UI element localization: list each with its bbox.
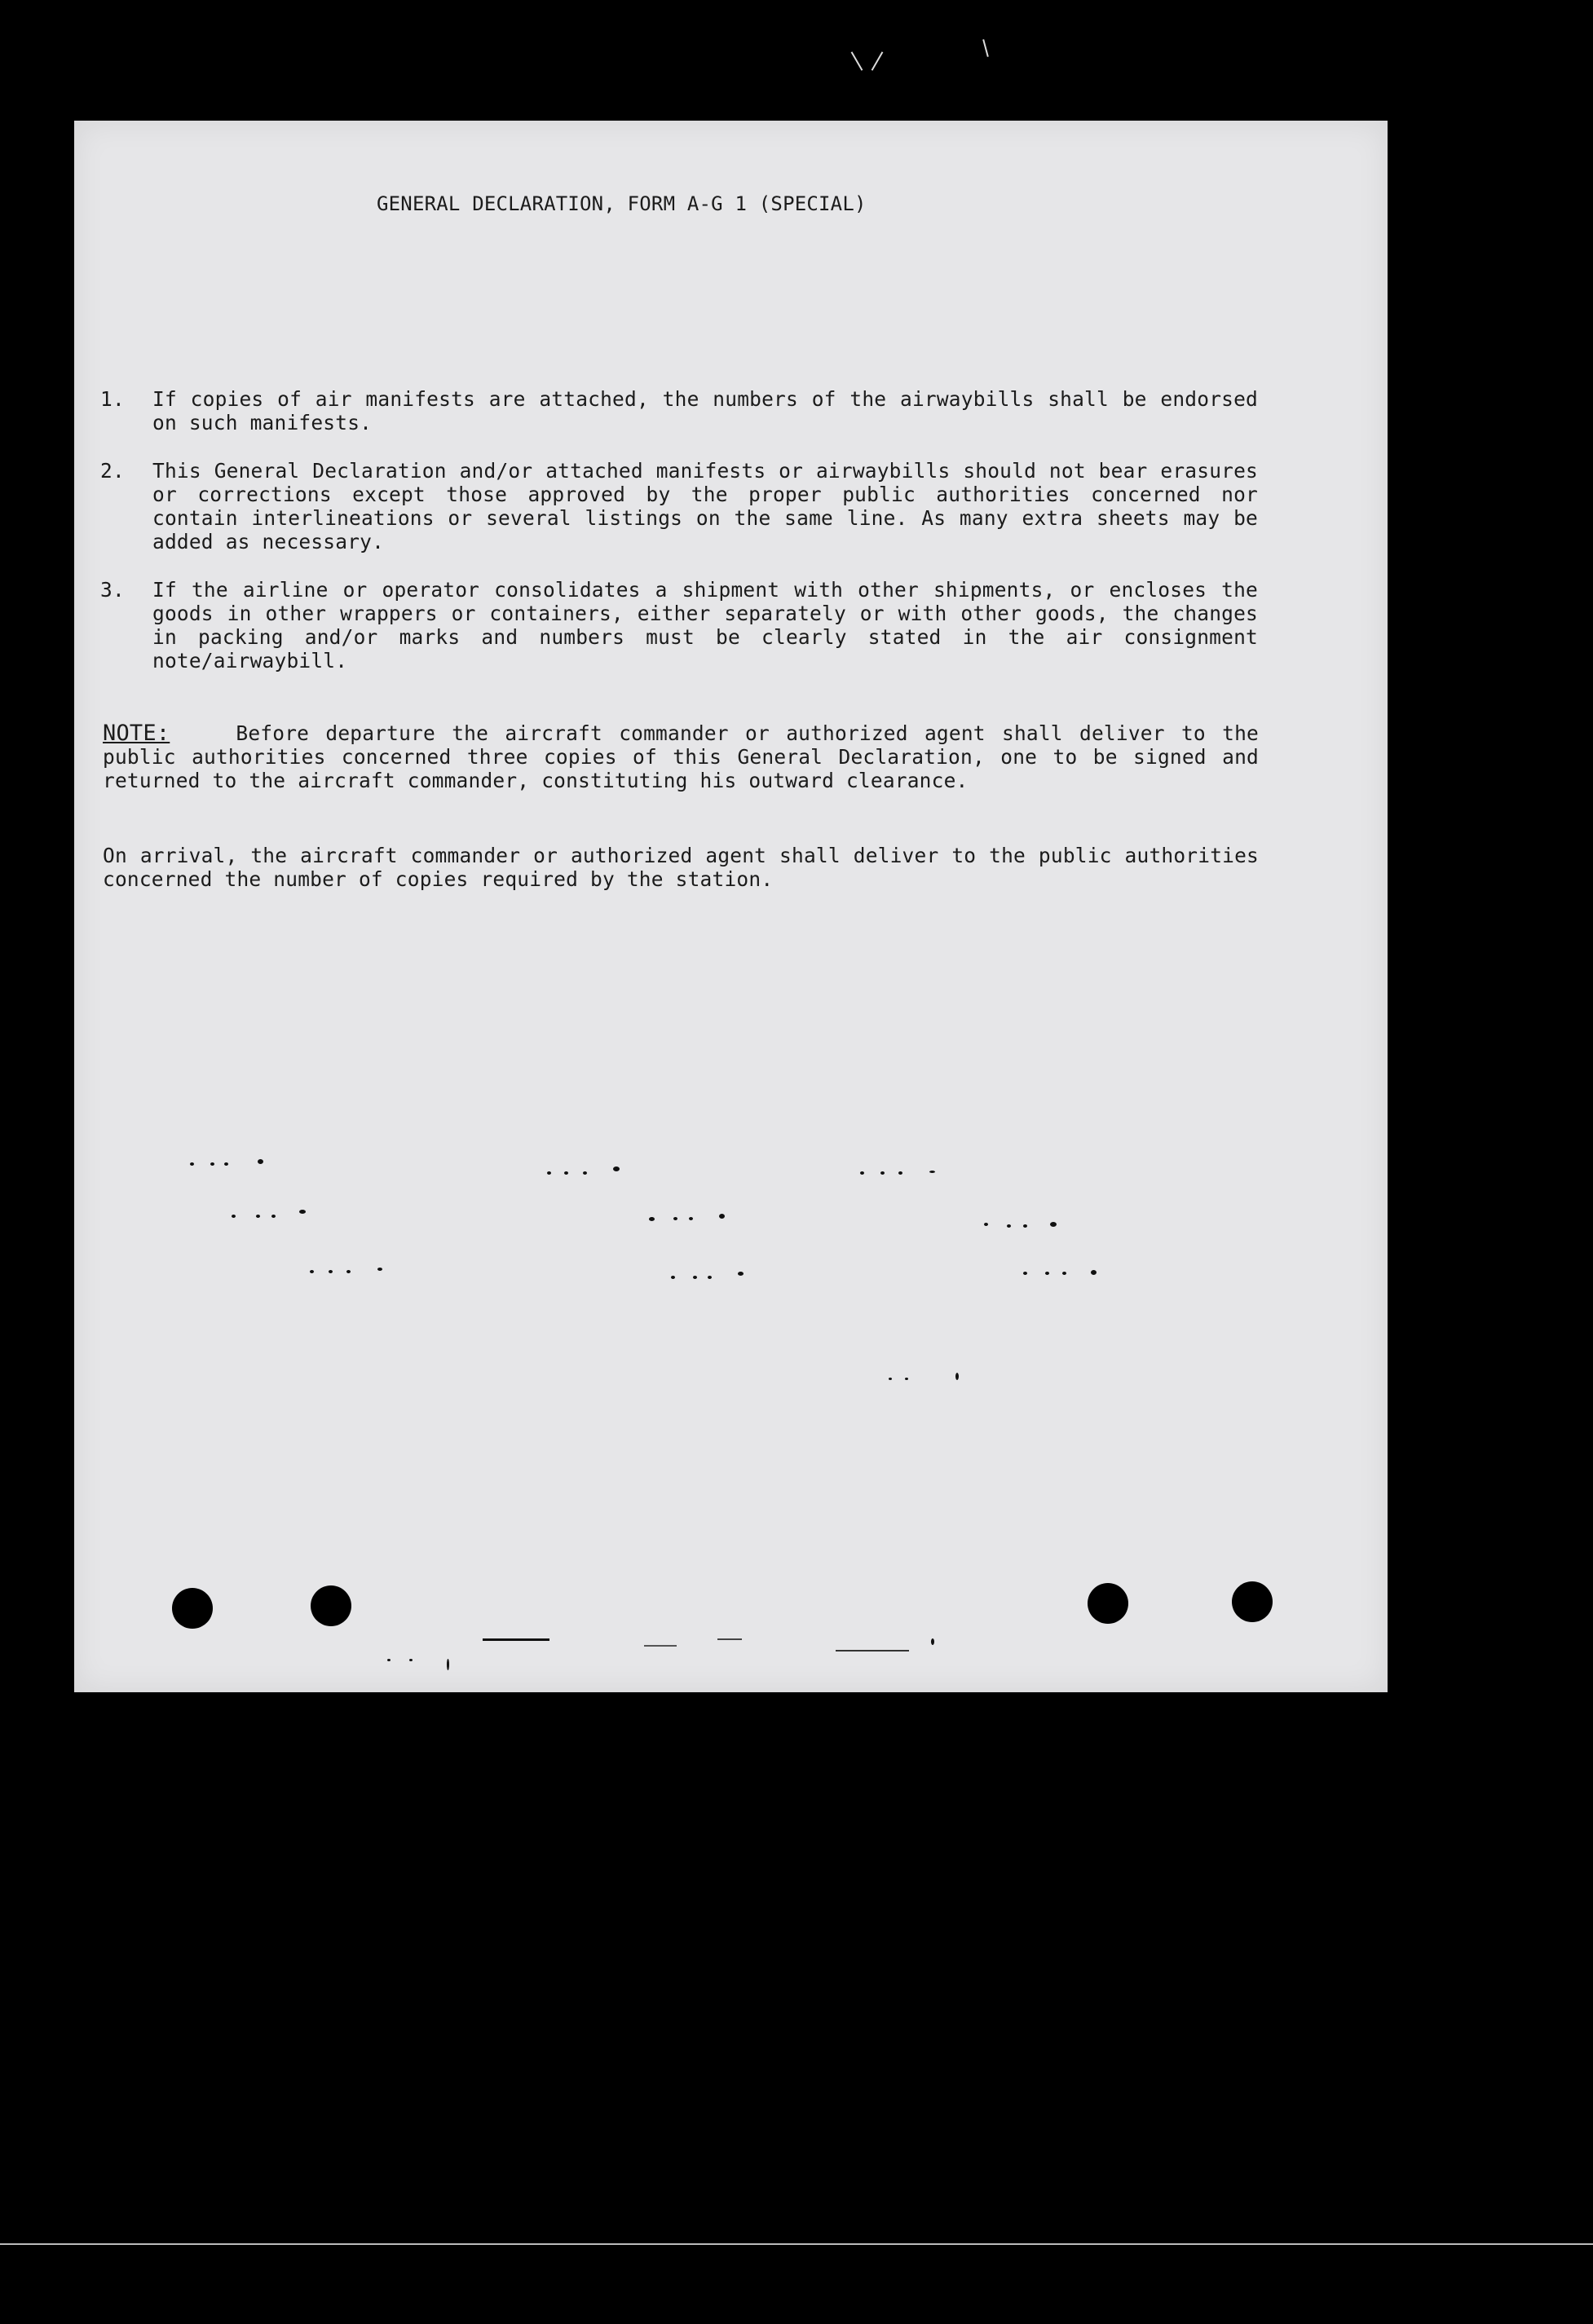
speck-mark	[224, 1162, 228, 1166]
punch-hole	[1232, 1581, 1273, 1622]
edge-mark	[644, 1645, 677, 1647]
speck-mark	[613, 1166, 620, 1171]
speck-mark	[955, 1373, 959, 1380]
speck-mark	[299, 1210, 306, 1214]
speck-mark	[258, 1159, 263, 1164]
punch-hole	[1088, 1583, 1128, 1624]
speck-mark	[1091, 1270, 1097, 1275]
speck-mark	[409, 1659, 413, 1661]
speck-mark	[1023, 1224, 1027, 1228]
speck-mark	[447, 1659, 449, 1670]
speck-mark	[547, 1171, 551, 1175]
scan-mark	[982, 39, 989, 57]
item-text: If the airline or operator consolidates a shipment with other shipments, or encloses the goods in other wrappers or containers, either separately or with other goods, the changes in packing and/or marks and numbers must be clearly stated in the air consignment note/airwaybill.	[152, 578, 1258, 673]
speck-mark	[880, 1171, 885, 1175]
speck-mark	[708, 1276, 712, 1279]
scan-mark	[872, 51, 884, 71]
speck-mark	[210, 1162, 214, 1166]
speck-mark	[898, 1171, 902, 1175]
arrival-paragraph: On arrival, the aircraft commander or authorized agent shall deliver to the public authorities concerned the number of copies required by the station.	[103, 844, 1259, 891]
item-number: 1.	[100, 387, 125, 411]
edge-mark	[836, 1650, 909, 1651]
speck-mark	[256, 1215, 260, 1218]
punch-hole	[311, 1585, 351, 1626]
speck-mark	[190, 1162, 194, 1166]
speck-mark	[1023, 1272, 1027, 1275]
speck-mark	[346, 1270, 351, 1273]
speck-mark	[310, 1270, 314, 1273]
speck-mark	[329, 1270, 333, 1273]
speck-mark	[860, 1171, 864, 1175]
speck-mark	[387, 1659, 391, 1661]
speck-mark	[929, 1171, 935, 1173]
speck-mark	[649, 1217, 655, 1221]
speck-mark	[1007, 1224, 1011, 1228]
speck-mark	[689, 1217, 693, 1220]
scan-mark	[851, 51, 863, 71]
speck-mark	[984, 1223, 988, 1226]
speck-mark	[1045, 1272, 1049, 1275]
speck-mark	[673, 1217, 677, 1220]
speck-mark	[1062, 1272, 1066, 1275]
item-text: If copies of air manifests are attached, the numbers of the airwaybills shall be endorsed on such manifests.	[152, 387, 1258, 434]
edge-mark	[483, 1638, 549, 1641]
item-number: 3.	[100, 578, 125, 602]
form-title: GENERAL DECLARATION, FORM A-G 1 (SPECIAL)	[377, 192, 867, 215]
speck-mark	[232, 1215, 236, 1218]
edge-mark	[717, 1638, 742, 1640]
scan-bottom-rule	[0, 2243, 1593, 2245]
document-sheet	[74, 121, 1388, 1692]
instruction-item-1	[100, 387, 1258, 434]
instruction-item-2	[100, 459, 1258, 553]
item-text: This General Declaration and/or attached manifests or airwaybills should not bear erasures or corrections except those approved by the proper public authorities concerned nor contain interlineations or several listings on the same line. As many extra sheets may be added as necessary.	[152, 459, 1258, 553]
note-text: Before departure the aircraft commander or authorized agent shall deliver to the public authorities concerned three copies of this General Declaration, one to be signed and returned to the aircraft commander, constituting his outward clearance.	[103, 721, 1259, 792]
note-paragraph	[103, 721, 1259, 792]
speck-mark	[931, 1638, 934, 1645]
speck-mark	[719, 1214, 725, 1219]
instruction-item-3	[100, 578, 1258, 673]
speck-mark	[583, 1171, 587, 1175]
speck-mark	[693, 1276, 697, 1279]
speck-mark	[271, 1215, 276, 1218]
speck-mark	[905, 1378, 908, 1380]
item-number: 2.	[100, 459, 125, 483]
speck-mark	[889, 1378, 892, 1380]
punch-hole	[172, 1588, 213, 1629]
speck-mark	[1050, 1222, 1057, 1227]
speck-mark	[564, 1171, 568, 1175]
speck-mark	[738, 1272, 744, 1276]
speck-mark	[377, 1268, 382, 1271]
note-label: NOTE:	[103, 721, 170, 746]
speck-mark	[671, 1276, 675, 1279]
